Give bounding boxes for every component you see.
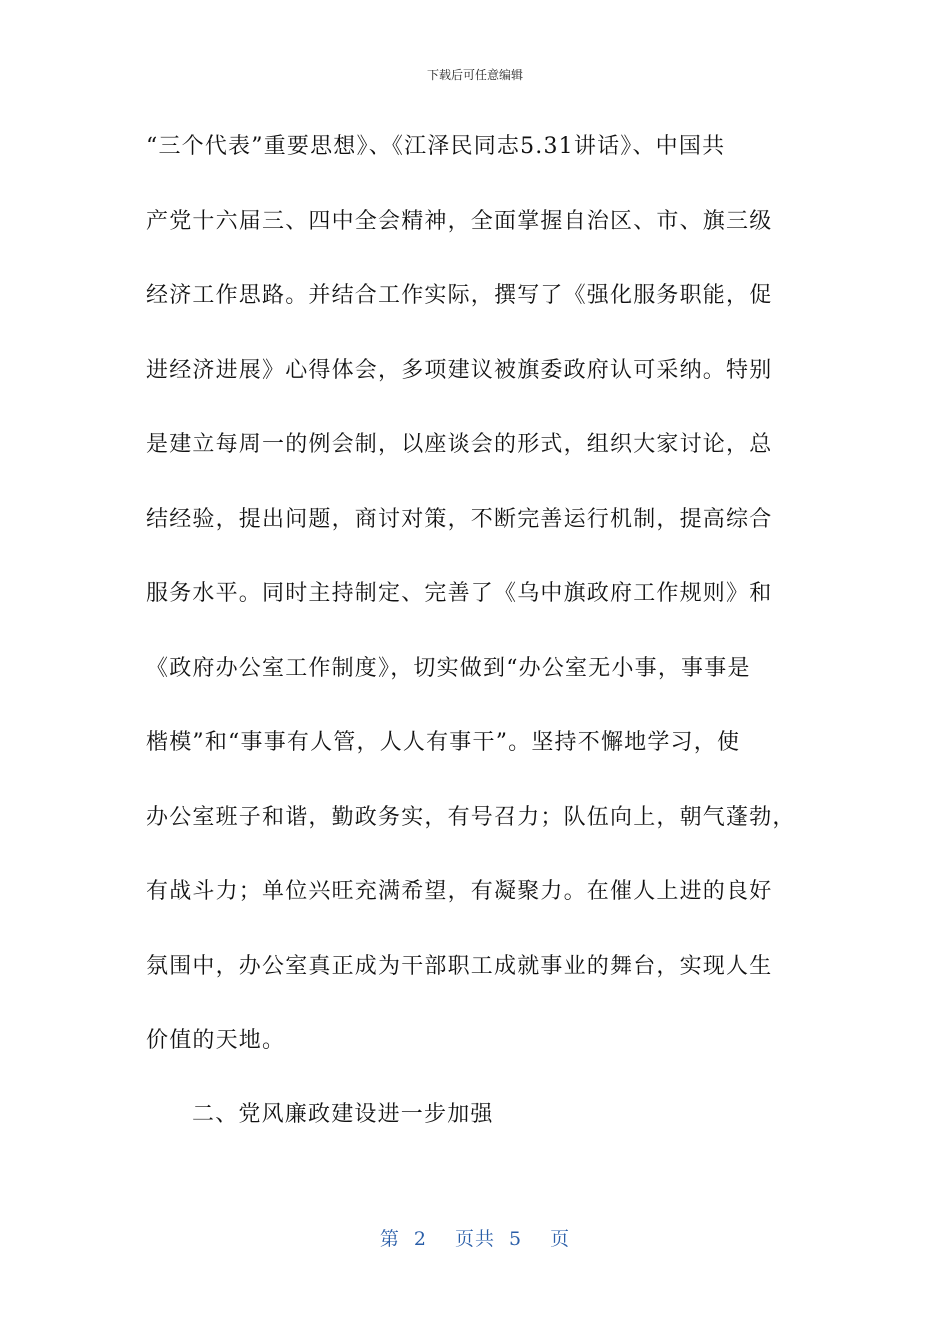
footer-total-pages: 5 — [509, 1228, 523, 1250]
text-line: 楷模”和“事事有人管，人人有事干”。坚持不懈地学习，使 — [146, 730, 741, 755]
text-line: 《政府办公室工作制度》，切实做到“办公室无小事，事事是 — [146, 655, 751, 681]
text-line: 是建立每周一的例会制，以座谈会的形式，组织大家讨论，总 — [146, 432, 773, 457]
text-line: 价值的天地。 — [146, 1028, 286, 1053]
text-line: 办公室班子和谐，勤政务实，有号召力；队伍向上，朝气蓬勃， — [146, 804, 796, 830]
footer-label-end: 页 — [550, 1228, 571, 1250]
page-footer — [0, 1224, 950, 1251]
text-line: 服务水平。同时主持制定、完善了《乌中旗政府工作规则》和 — [146, 581, 773, 606]
footer-label-of: 页共 — [454, 1228, 495, 1250]
body-paragraph — [146, 110, 826, 1079]
text-line: 产党十六届三、四中全会精神，全面掌握自治区、市、旗三级 — [146, 208, 773, 234]
footer-current-page: 2 — [413, 1228, 427, 1250]
header-note: 下载后可任意编辑 — [426, 68, 523, 82]
text-line: 进经济进展》心得体会，多项建议被旗委政府认可采纳。特别 — [146, 357, 773, 383]
section-heading: 二、党风廉政建设进一步加强 — [192, 1102, 494, 1127]
text-line: 氛围中，办公室真正成为干部职工成就事业的舞台，实现人生 — [146, 953, 773, 979]
text-line: “三个代表”重要思想》、《江泽民同志5.31讲话》、中国共 — [146, 134, 726, 159]
footer-label-page: 第 — [379, 1228, 400, 1250]
text-line: 结经验，提出问题，商讨对策，不断完善运行机制，提高综合 — [146, 506, 773, 532]
text-line: 经济工作思路。并结合工作实际，撰写了《强化服务职能，促 — [146, 283, 773, 308]
text-line: 有战斗力；单位兴旺充满希望，有凝聚力。在催人上进的良好 — [146, 879, 773, 904]
